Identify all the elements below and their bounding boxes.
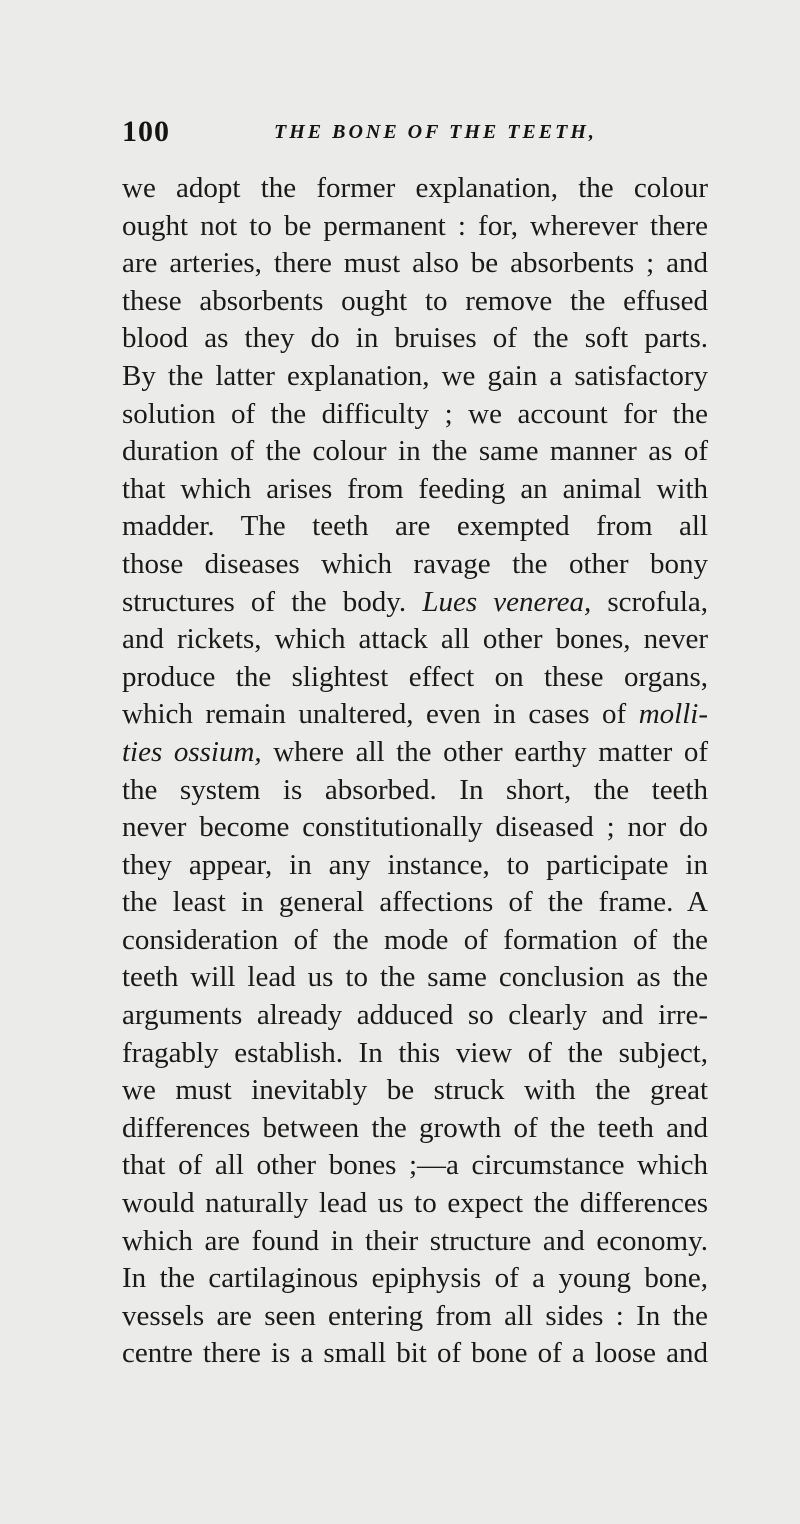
text-segment: scrofula,: [591, 585, 709, 618]
body-text: [122, 170, 708, 1373]
text-line: [122, 884, 708, 922]
text-line: [122, 1185, 708, 1223]
text-line: [122, 809, 708, 847]
text-segment: are arteries, there must also be absorbents ; and: [122, 247, 708, 280]
text-segment: they appear, in any instance, to participate in: [122, 848, 708, 881]
text-line: [122, 1110, 708, 1148]
text-segment: structures of the body.: [122, 585, 423, 618]
text-segment: In the cartilaginous epiphysis of a young bone,: [122, 1262, 708, 1295]
text-segment: madder. The teeth are exempted from all: [122, 510, 708, 543]
text-line: [122, 734, 708, 772]
text-segment: where all the other earthy matter of: [261, 735, 708, 768]
text-segment: centre there is a small bit of bone of a loose and: [122, 1337, 708, 1370]
text-line: [122, 847, 708, 885]
text-segment: that of all other bones ;—a circumstance which: [122, 1149, 708, 1182]
text-line: [122, 471, 708, 509]
italic-text: Lues venerea,: [422, 585, 592, 618]
text-line: [122, 1335, 708, 1373]
text-line: [122, 659, 708, 697]
text-segment: By the latter explanation, we gain a satisfactory: [122, 359, 708, 392]
text-segment: which remain unaltered, even in cases of: [122, 698, 639, 731]
text-segment: which are found in their structure and economy.: [122, 1224, 708, 1257]
text-segment: the least in general affections of the frame. A: [122, 886, 708, 919]
text-segment: we adopt the former explanation, the colour: [122, 172, 708, 204]
text-line: [122, 1035, 708, 1073]
text-segment: would naturally lead us to expect the differences: [122, 1187, 708, 1220]
text-segment: blood as they do in bruises of the soft parts.: [122, 322, 708, 355]
text-line: [122, 959, 708, 997]
text-line: [122, 208, 708, 246]
text-segment: solution of the difficulty ; we account for the: [122, 397, 708, 430]
text-line: [122, 584, 708, 622]
text-line: [122, 1223, 708, 1261]
text-segment: these absorbents ought to remove the effused: [122, 284, 708, 317]
text-line: [122, 245, 708, 283]
text-line: [122, 358, 708, 396]
text-line: [122, 508, 708, 546]
text-segment: produce the slightest effect on these organs,: [122, 660, 708, 693]
text-line: [122, 1298, 708, 1336]
page-header: [122, 115, 702, 155]
text-segment: duration of the colour in the same manner as of: [122, 435, 708, 468]
text-line: [122, 170, 708, 208]
text-segment: we must inevitably be struck with the great: [122, 1074, 708, 1107]
text-line: [122, 1147, 708, 1185]
text-line: [122, 621, 708, 659]
text-segment: arguments already adduced so clearly and irre-: [122, 999, 708, 1032]
text-line: [122, 396, 708, 434]
text-line: [122, 320, 708, 358]
text-line: [122, 283, 708, 321]
text-line: [122, 922, 708, 960]
text-segment: consideration of the mode of formation of the: [122, 923, 708, 956]
page-number: 100: [122, 115, 170, 148]
text-segment: the system is absorbed. In short, the teeth: [122, 773, 708, 806]
text-segment: fragably establish. In this view of the subject,: [122, 1036, 708, 1069]
text-line: [122, 1260, 708, 1298]
text-line: [122, 696, 708, 734]
italic-text: ties ossium,: [122, 735, 262, 768]
text-line: [122, 997, 708, 1035]
running-head: THE BONE OF THE TEETH,: [274, 121, 597, 143]
text-segment: ought not to be permanent : for, wherever there: [122, 209, 708, 242]
text-segment: teeth will lead us to the same conclusion as the: [122, 961, 708, 994]
text-segment: differences between the growth of the teeth and: [122, 1111, 708, 1144]
text-line: [122, 546, 708, 584]
text-segment: and rickets, which attack all other bones, never: [122, 623, 708, 656]
text-line: [122, 1072, 708, 1110]
text-line: [122, 433, 708, 471]
text-line: [122, 772, 708, 810]
text-segment: vessels are seen entering from all sides : In the: [122, 1299, 708, 1332]
text-segment: never become constitutionally diseased ; nor do: [122, 811, 708, 844]
text-segment: those diseases which ravage the other bony: [122, 547, 708, 580]
text-segment: that which arises from feeding an animal with: [122, 472, 708, 505]
italic-text: molli-: [638, 698, 708, 731]
